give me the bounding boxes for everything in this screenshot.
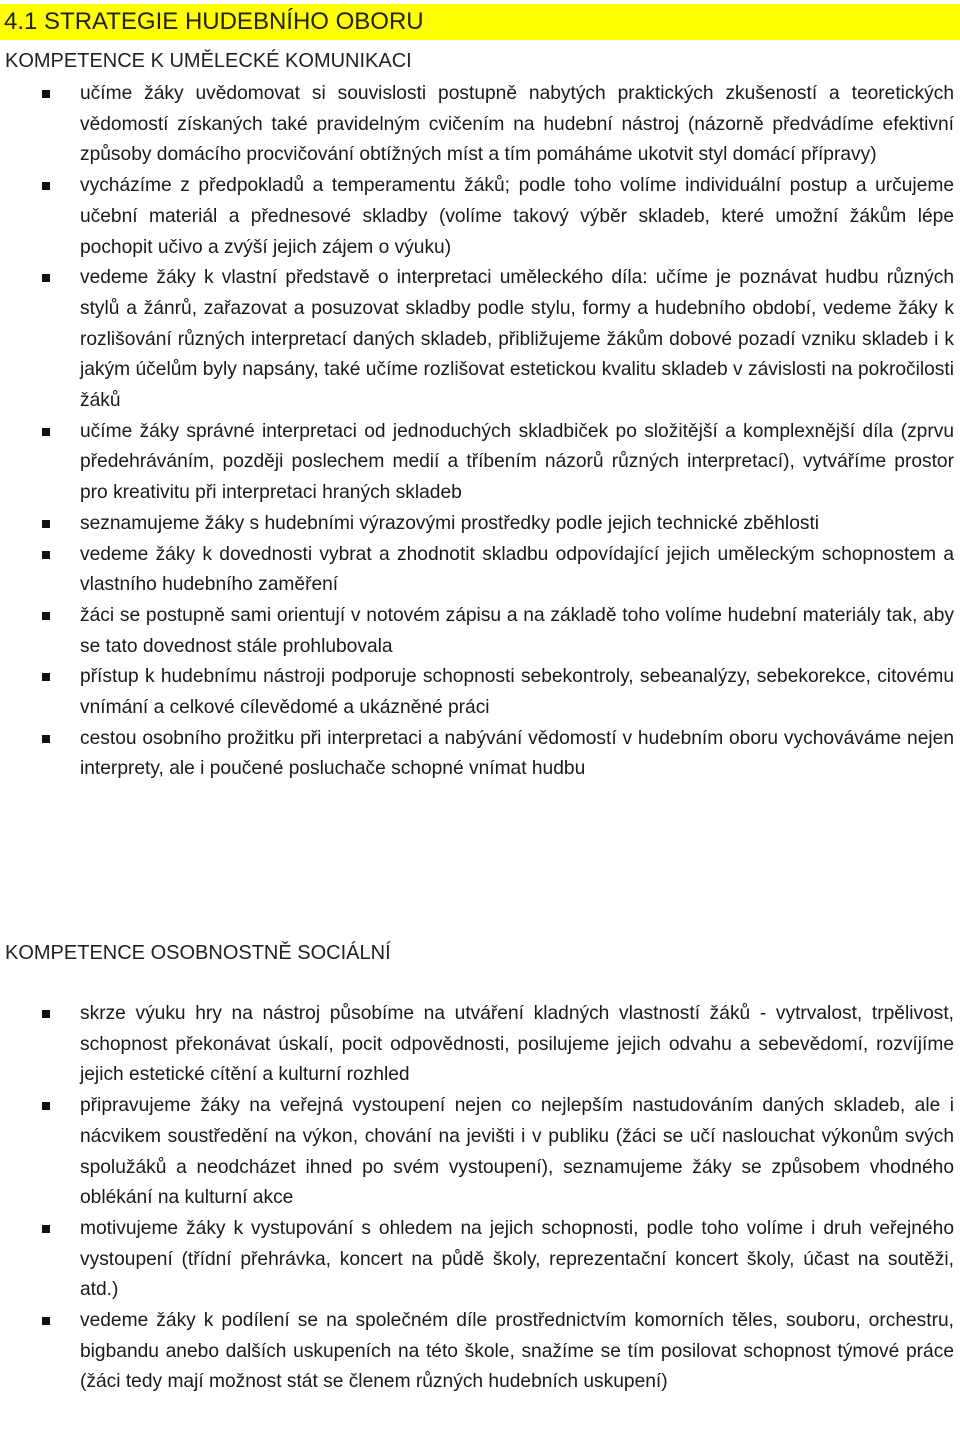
- list-item: [0, 999, 960, 1091]
- list-item: [0, 662, 960, 723]
- square-bullet-icon: [42, 1010, 50, 1018]
- square-bullet-icon: [42, 182, 50, 190]
- bullet-list: [0, 79, 960, 785]
- document-title: 4.1 STRATEGIE HUDEBNÍHO OBORU: [0, 4, 960, 40]
- list-item: [0, 79, 960, 171]
- list-item: [0, 1306, 960, 1398]
- list-item-text: vycházíme z předpokladů a temperamentu žáků; podle toho volíme individuální postup a určujeme učební materiál a přednesové skladby (volíme takový výběr skladeb, které umožní žákům lépe pochopit učivo a zvýší jejich zájem o výuku): [80, 175, 954, 258]
- list-item-text: vedeme žáky k dovednosti vybrat a zhodnotit skladbu odpovídající jejich uměleckým schopnostem a vlastního hudebního zaměření: [80, 543, 954, 596]
- section-artistic-communication: [0, 46, 960, 785]
- square-bullet-icon: [42, 735, 50, 743]
- section-personal-social: [0, 938, 960, 1398]
- list-item: [0, 1214, 960, 1306]
- square-bullet-icon: [42, 428, 50, 436]
- list-item-text: učíme žáky správné interpretaci od jednoduchých skladbiček po složitější a komplexnější díla (zprvu předehráváním, později poslechem medií a tříbením názorů různých interpretací), vytváříme prostor pro kreativitu při interpretaci hraných skladeb: [80, 420, 954, 504]
- list-item-text: přístup k hudebnímu nástroji podporuje schopnosti sebekontroly, sebeanalýzy, sebekorekce, citovému vnímání a celkové cílevědomé a ukázněné práci: [80, 666, 954, 719]
- list-item: [0, 263, 960, 417]
- square-bullet-icon: [42, 1102, 50, 1110]
- list-item: [0, 540, 960, 601]
- list-item-text: připravujeme žáky na veřejná vystoupení nejen co nejlepším nastudováním daných skladeb, ale i nácvikem soustředění na výkon, chování na jevišti i v publiku (žáci se učí naslouchat výkonům svých spolužáků a neodcházet ihned po svém vystoupení), seznamujeme žáky se způsobem vhodného oblékání na kulturní akce: [80, 1095, 954, 1209]
- square-bullet-icon: [42, 551, 50, 559]
- bullet-list: [0, 999, 960, 1398]
- square-bullet-icon: [42, 1317, 50, 1325]
- list-item: [0, 724, 960, 785]
- square-bullet-icon: [42, 673, 50, 681]
- list-item: [0, 1091, 960, 1214]
- square-bullet-icon: [42, 520, 50, 528]
- list-item: [0, 171, 960, 263]
- list-item: [0, 601, 960, 662]
- square-bullet-icon: [42, 274, 50, 282]
- square-bullet-icon: [42, 1225, 50, 1233]
- list-item-text: motivujeme žáky k vystupování s ohledem na jejich schopnosti, podle toho volíme i druh veřejného vystoupení (třídní přehrávka, koncert na půdě školy, reprezentační koncert školy, účast na soutěži, atd.): [80, 1217, 954, 1301]
- list-item-text: vedeme žáky k vlastní představě o interpretaci uměleckého díla: učíme je poznávat hudbu různých stylů a žánrů, zařazovat a posuzovat skladby podle stylu, formy a hudebního období, vedeme žáky k rozlišování různých interpretací daných skladeb, přibližujeme žákům dobové pozadí vzniku skladeb i k jakým účelům byly napsány, také učíme rozlišovat estetickou kvalitu skladeb v závislosti na pokročilosti žáků: [80, 267, 954, 412]
- list-item: [0, 417, 960, 509]
- square-bullet-icon: [42, 90, 50, 98]
- square-bullet-icon: [42, 612, 50, 620]
- list-item-text: seznamujeme žáky s hudebními výrazovými prostředky podle jejich technické zběhlosti: [80, 512, 820, 534]
- list-item-text: skrze výuku hry na nástroj působíme na utváření kladných vlastností žáků - vytrvalost, trpělivost, schopnost překonávat úskalí, pocit odpovědnosti, posilujeme jejich odvahu a sebevědomí, rozvíjíme jejich estetické cítění a kulturní rozhled: [80, 1003, 954, 1086]
- list-item-text: cestou osobního prožitku při interpretaci a nabývání vědomostí v hudebním oboru vychováváme nejen interprety, ale i poučené posluchače schopné vnímat hudbu: [80, 727, 954, 780]
- list-item-text: vedeme žáky k podílení se na společném díle prostřednictvím komorních těles, souboru, orchestru, bigbandu anebo dalších uskupeních na této škole, snažíme se tím posilovat schopnost týmové práce (žáci tedy mají možnost stát se členem různých hudebních uskupení): [80, 1310, 954, 1393]
- list-item-text: učíme žáky uvědomovat si souvislosti postupně nabytých praktických zkušeností a teoretických vědomostí získaných také pravidelným cvičením na hudební nástroj (názorně předvádíme efektivní způsoby domácího procvičování obtížných míst a tím pomáháme ukotvit styl domácí přípravy): [80, 83, 954, 166]
- list-item: [0, 509, 960, 540]
- list-item-text: žáci se postupně sami orientují v notovém zápisu a na základě toho volíme hudební materiály tak, aby se tato dovednost stále prohlubovala: [80, 604, 954, 657]
- section-heading: KOMPETENCE K UMĚLECKÉ KOMUNIKACI: [5, 50, 412, 72]
- section-heading: KOMPETENCE OSOBNOSTNĚ SOCIÁLNÍ: [5, 942, 391, 964]
